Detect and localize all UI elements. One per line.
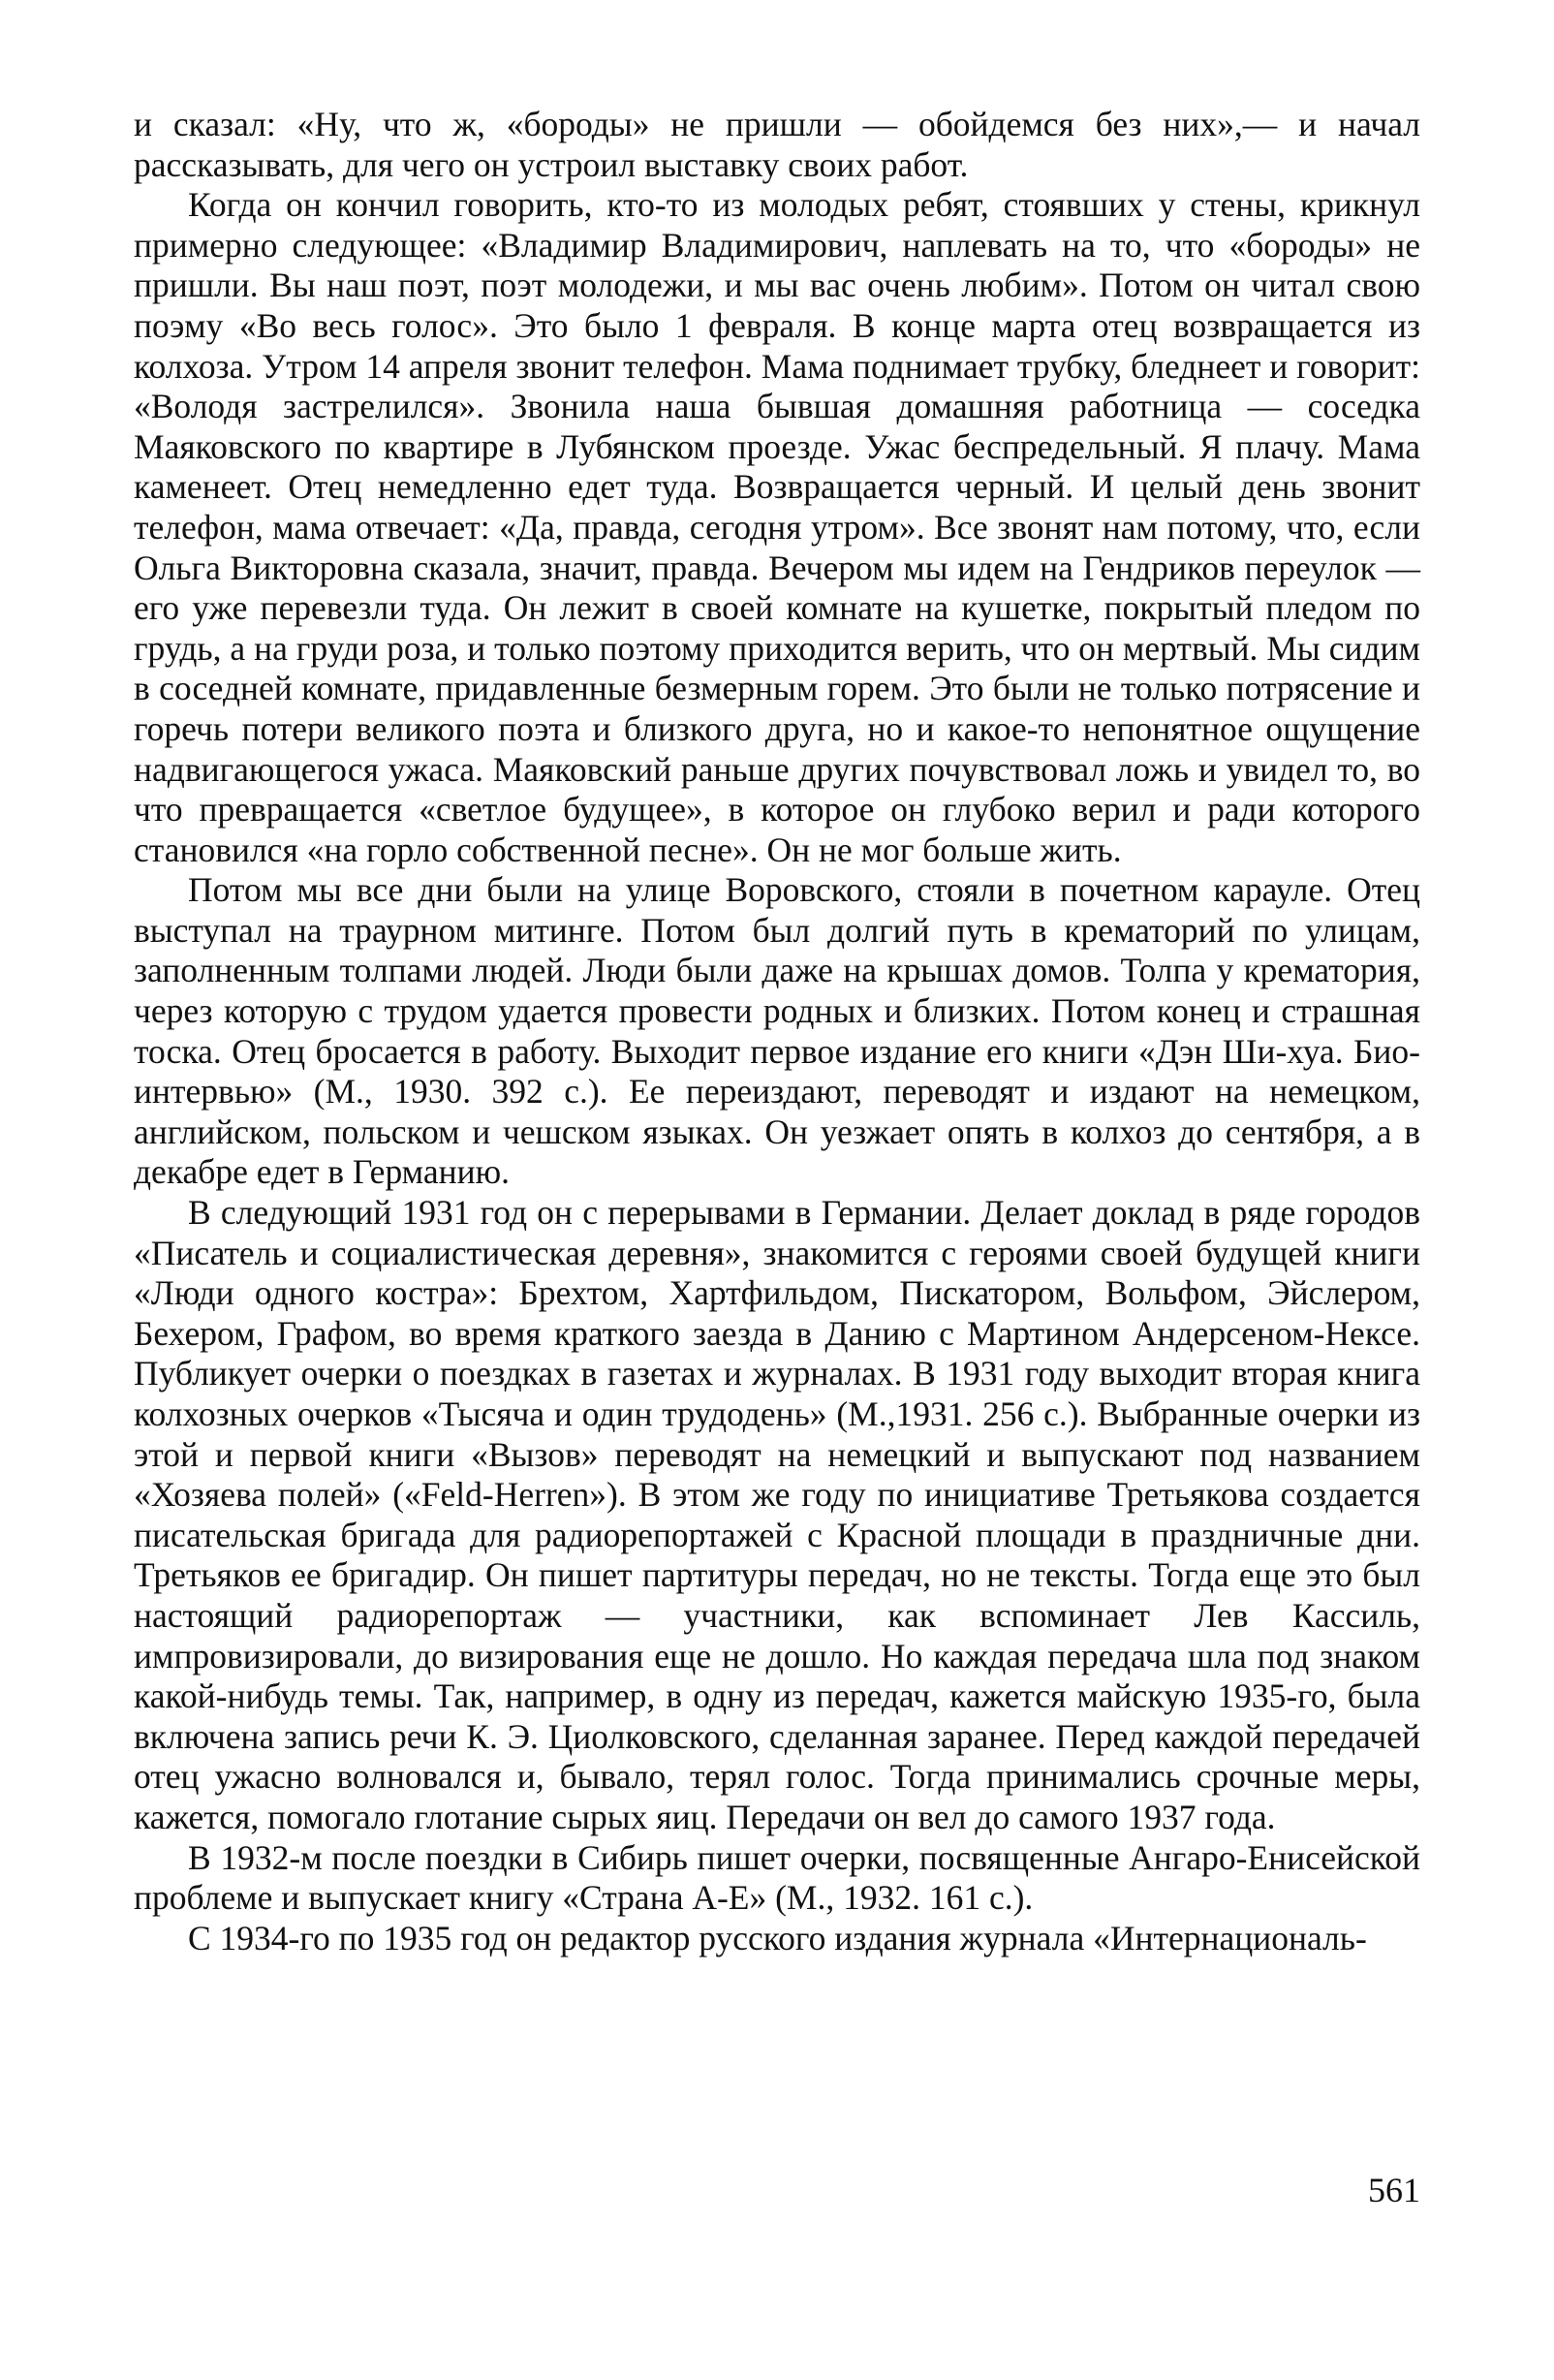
paragraph-2: Когда он кончил говорить, кто-то из молодых ребят, стоявших у стены, крикнул примерно следующее: «Владимир Владимирович, наплевать на то, что «бороды» не пришли. Вы наш поэт, поэт молодежи, и мы вас очень любим». Потом он читал свою поэму «Во весь голос». Это было 1 февраля. В конце марта отец возвращается из колхоза. Утром 14 апреля звонит телефон. Мама поднимает трубку, бледнеет и говорит: «Володя застрелился». Звонила наша бывшая домашняя работница — соседка Маяковского по квартире в Лубянском проезде. Ужас беспредельный. Я плачу. Мама каменеет. Отец немедленно едет туда. Возвращается черный. И целый день звонит телефон, мама отвечает: «Да, правда, сегодня утром». Все звонят нам потому, что, если Ольга Викторовна сказала, значит, правда. Вечером мы идем на Гендриков переулок — его уже перевезли туда. Он лежит в своей комнате на кушетке, покрытый пледом по грудь, а на груди роза, и только поэтому приходится верить, что он мертвый. Мы сидим в соседней комнате, придавленные безмерным горем. Это были не только потрясение и горечь потери великого поэта и близкого друга, но и какое-то непонятное ощущение надвигающегося ужаса. Маяковский раньше других почувствовал ложь и увидел то, во что превращается «светлое будущее», в которое он глубоко верил и ради которого становился «на горло собственной песне». Он не мог больше жить.	[134, 185, 1420, 869]
page-body	[134, 105, 1420, 1958]
paragraph-4: В следующий 1931 год он с перерывами в Германии. Делает доклад в ряде городов «Писатель и социалистическая деревня», знакомится с героями своей будущей книги «Люди одного костра»: Брехтом, Хартфильдом, Пискатором, Вольфом, Эйслером, Бехером, Графом, во время краткого заезда в Данию с Мартином Андерсеном-Нексе. Публикует очерки о поездках в газетах и журналах. В 1931 году выходит вторая книга колхозных очерков «Тысяча и один трудодень» (М.,1931. 256 с.). Выбранные очерки из этой и первой книги «Вызов» переводят на немецкий и выпускают под названием «Хозяева полей» («Feld-Herren»). В этом же году по инициативе Третьякова создается писательская бригада для радиорепортажей с Красной площади в праздничные дни. Третьяков ее бригадир. Он пишет партитуры передач, но не тексты. Тогда еще это был настоящий радиорепортаж — участники, как вспоминает Лев Кассиль, импровизировали, до визирования еще не дошло. Но каждая передача шла под знаком какой-нибудь темы. Так, например, в одну из передач, кажется майскую 1935-го, была включена запись речи К. Э. Циолковского, сделанная заранее. Перед каждой передачей отец ужасно волновался и, бывало, терял голос. Тогда принимались срочные меры, кажется, помогало глотание сырых яиц. Передачи он вел до самого 1937 года.	[134, 1193, 1420, 1836]
paragraph-1: и сказал: «Ну, что ж, «бороды» не пришли — обойдемся без них»,— и начал рассказывать, для чего он устроил выставку своих работ.	[134, 105, 1420, 184]
paragraph-5: В 1932-м после поездки в Сибирь пишет очерки, посвященные Ангаро-Енисейской проблеме и выпускает книгу «Страна А-Е» (М., 1932. 161 с.).	[134, 1837, 1420, 1918]
paragraph-6: С 1934-го по 1935 год он редактор русского издания журнала «Интернациональ-	[188, 1918, 1367, 1957]
paragraph-3: Потом мы все дни были на улице Воровского, стояли в почетном карауле. Отец выступал на траурном митинге. Потом был долгий путь в крематорий по улицам, заполненным толпами людей. Люди были даже на крышах домов. Толпа у крематория, через которую с трудом удается провести родных и близких. Потом конец и страшная тоска. Отец бросается в работу. Выходит первое издание его книги «Дэн Ши-хуа. Био-интервью» (М., 1930. 392 с.). Ее переиздают, переводят и издают на немецком, английском, польском и чешском языках. Он уезжает опять в колхоз до сентября, а в декабре едет в Германию.	[134, 870, 1420, 1192]
page-number: 561	[1368, 2171, 1420, 2209]
